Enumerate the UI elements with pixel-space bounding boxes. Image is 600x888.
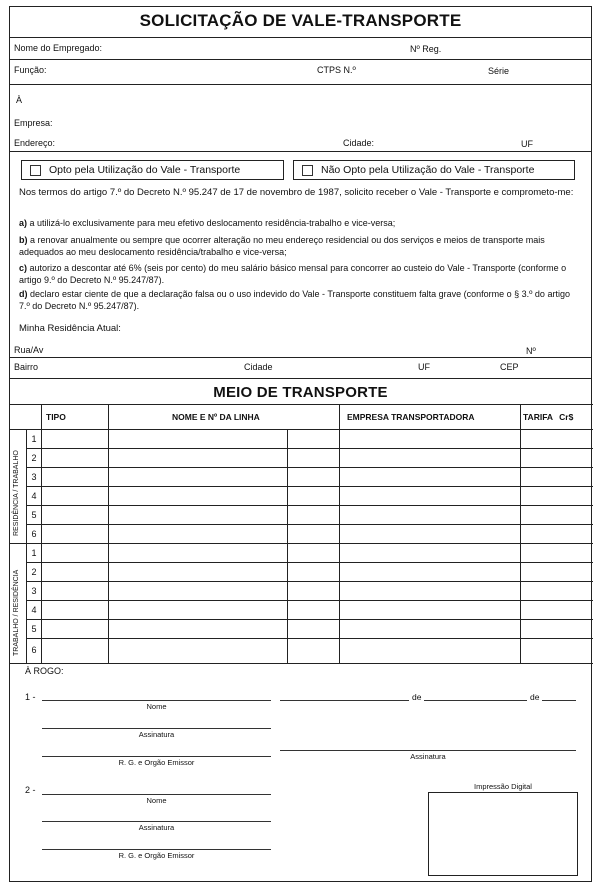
linha-inner-border — [287, 429, 288, 663]
ctps-label: CTPS N.º — [317, 65, 356, 75]
col-tipo-header: TIPO — [46, 412, 66, 422]
divider — [10, 378, 591, 379]
uf-label: UF — [521, 139, 533, 149]
signature-line — [280, 750, 576, 751]
linha-column-border — [339, 404, 340, 663]
residence-heading: Minha Residência Atual: — [19, 323, 121, 334]
col-linha-header: NOME E Nº DA LINHA — [172, 412, 260, 422]
city-label: Cidade: — [343, 138, 375, 148]
table-top-border — [10, 404, 593, 405]
divider — [10, 84, 591, 85]
signature-line — [42, 728, 271, 729]
entry-1-label: 1 - — [25, 692, 36, 702]
assinatura-right-caption: Assinatura — [410, 752, 446, 761]
serie-label: Série — [488, 66, 510, 76]
col-empresa-header: EMPRESA TRANSPORTADORA — [347, 412, 475, 422]
entry-2-label: 2 - — [25, 785, 36, 795]
row-number: 5 — [31, 510, 37, 520]
group-column-border — [26, 429, 27, 663]
row-line — [26, 581, 593, 582]
divider — [10, 151, 591, 152]
intro-text: Nos termos do artigo 7.º do Decreto N.º 95.247 de 17 de novembro de 1987, solicito receber o Vale - Transporte e comprometo-me: — [19, 187, 574, 198]
signature-line — [42, 756, 271, 757]
row-number: 6 — [31, 645, 37, 655]
empresa-column-border — [520, 404, 521, 663]
item-a-text: a utilizá-lo exclusivamente para meu efetivo deslocamento residência-trabalho e vice-versa; — [29, 218, 396, 228]
row-line — [26, 467, 593, 468]
row-number: 2 — [31, 567, 37, 577]
tipo-column-border — [108, 404, 109, 663]
row-line — [26, 638, 593, 639]
item-c-letter: c) — [19, 263, 28, 273]
employee-name-label: Nome do Empregado: — [14, 43, 103, 53]
table-bottom-border — [10, 663, 593, 664]
num-column-border — [41, 404, 42, 663]
a-rogo-label: À ROGO: — [25, 666, 64, 676]
header-bottom-border — [10, 429, 593, 430]
divider — [10, 357, 591, 358]
tarifa-label: TARIFA — [523, 412, 553, 422]
item-a-letter: a) — [19, 218, 28, 228]
to-label: À — [16, 95, 23, 105]
form-title: SOLICITAÇÃO DE VALE-TRANSPORTE — [139, 11, 462, 30]
item-b-letter: b) — [19, 235, 28, 245]
nome-caption: Nome — [146, 796, 167, 805]
row-line — [26, 619, 593, 620]
row-line — [26, 600, 593, 601]
item-d — [19, 289, 581, 312]
opt-in-checkbox[interactable] — [30, 165, 41, 176]
row-number: 3 — [31, 586, 37, 596]
row-line — [26, 505, 593, 506]
assinatura-caption: Assinatura — [138, 823, 175, 832]
rg-caption: R. G. e Orgão Emissor — [118, 851, 195, 860]
residence-uf-label: UF — [418, 362, 430, 372]
fingerprint-label: Impressão Digital — [474, 782, 532, 791]
nome-caption: Nome — [146, 702, 167, 711]
signature-line — [42, 794, 271, 795]
item-c — [19, 263, 581, 286]
district-label: Bairro — [14, 362, 39, 372]
row-number: 6 — [31, 529, 37, 539]
group-trabalho-residencia-label: TRABALHO / RESIDÊNCIA — [13, 569, 20, 656]
item-b — [19, 235, 581, 258]
col-tarifa-header — [523, 412, 573, 422]
item-d-text: declaro estar ciente de que a declaração falsa ou o uso indevido do Vale - Transporte constituem falta grave (conforme o § 3.º do artigo 7.º do Decreto N.º 95.247/87). — [19, 289, 570, 311]
registration-label: Nº Reg. — [410, 44, 442, 54]
group-separator — [10, 543, 593, 544]
opt-out-label: Não Opto pela Utilização do Vale - Transporte — [321, 164, 535, 176]
opt-out-checkbox[interactable] — [302, 165, 313, 176]
date-de-2: de — [527, 692, 542, 702]
rg-caption: R. G. e Orgão Emissor — [118, 758, 195, 767]
fingerprint-box — [428, 792, 578, 876]
address-label: Endereço: — [14, 138, 56, 148]
item-c-text: autorizo a descontar até 6% (seis por cento) do meu salário básico mensal para concorrer ao custeio do Vale - Transporte (conforme o artigo 9.º do Decreto N.º 95.247/87). — [19, 263, 567, 285]
assinatura-caption: Assinatura — [138, 730, 175, 739]
divider — [10, 37, 591, 38]
residence-city-label: Cidade — [244, 362, 273, 372]
function-label: Função: — [14, 65, 47, 75]
row-number: 1 — [31, 548, 37, 558]
opt-out-option[interactable] — [293, 160, 575, 180]
row-number: 4 — [31, 605, 37, 615]
row-number: 5 — [31, 624, 37, 634]
group-residencia-trabalho-label: RESIDÊNCIA / TRABALHO — [13, 450, 20, 536]
row-number: 1 — [31, 434, 37, 444]
vale-transporte-form — [9, 6, 592, 882]
signature-line — [42, 821, 271, 822]
date-de-1: de — [409, 692, 424, 702]
item-a — [19, 218, 581, 230]
number-label: Nº — [526, 346, 536, 356]
row-number: 3 — [31, 472, 37, 482]
row-line — [26, 486, 593, 487]
company-label: Empresa: — [14, 118, 53, 128]
street-label: Rua/Av — [14, 345, 44, 355]
row-line — [26, 562, 593, 563]
transport-heading: MEIO DE TRANSPORTE — [213, 384, 388, 401]
divider — [10, 59, 591, 60]
opt-in-label: Opto pela Utilização do Vale - Transporte — [49, 164, 241, 176]
row-line — [26, 524, 593, 525]
item-b-text: a renovar anualmente ou sempre que ocorrer alteração no meu endereço residencial ou dos serviços e meios de transporte mais adequados ao meu deslocamento residência/trabalho e vice-versa; — [19, 235, 545, 257]
signature-line — [42, 849, 271, 850]
row-number: 4 — [31, 491, 37, 501]
opt-in-option[interactable] — [21, 160, 284, 180]
row-number: 2 — [31, 453, 37, 463]
item-d-letter: d) — [19, 289, 28, 299]
cep-label: CEP — [500, 362, 519, 372]
row-line — [26, 448, 593, 449]
currency-label: Cr$ — [559, 412, 574, 422]
signature-line — [42, 700, 271, 701]
